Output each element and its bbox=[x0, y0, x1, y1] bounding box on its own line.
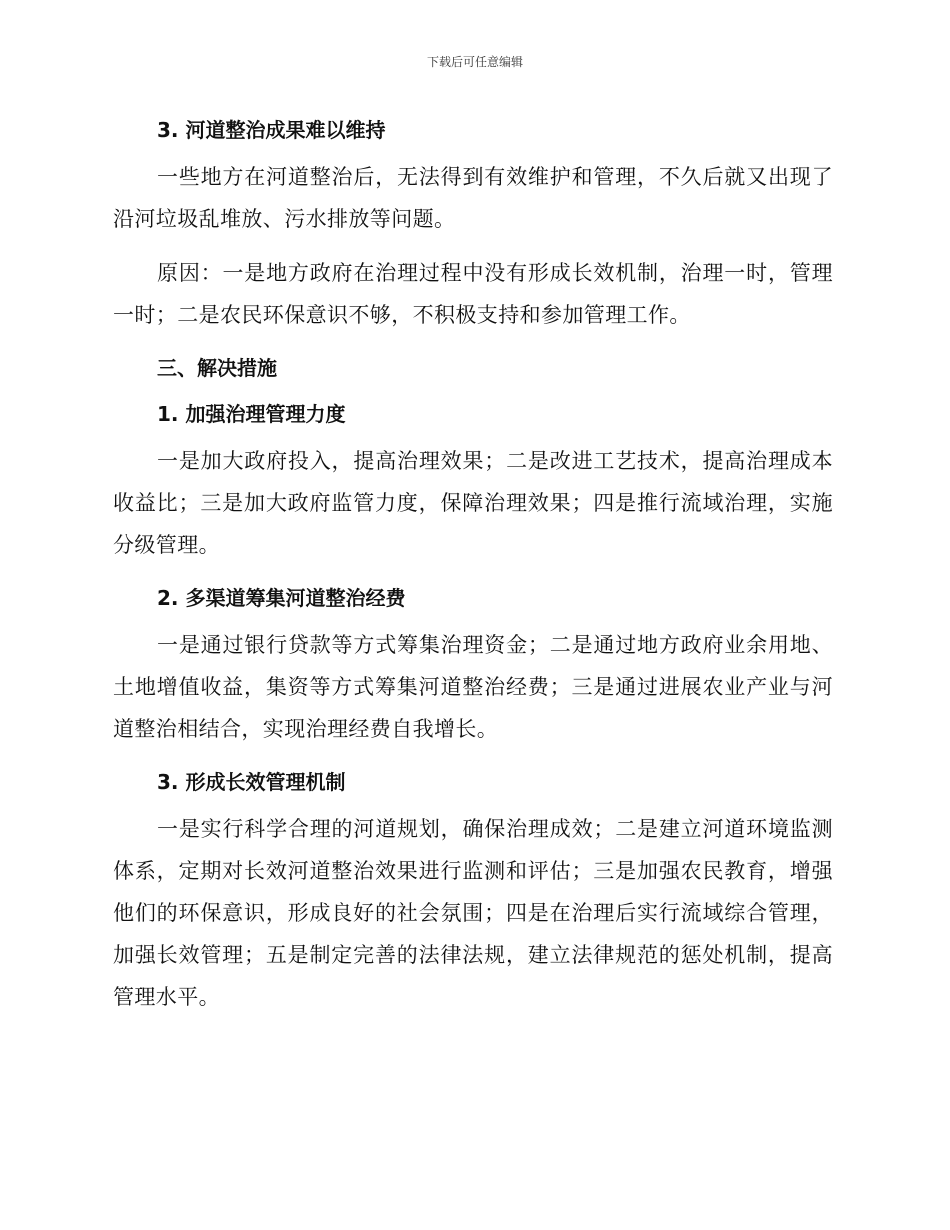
paragraph-strengthen-management: 一是加大政府投入，提高治理效果；二是改进工艺技术，提高治理成本收益比；三是加大政府监管力度，保障治理效果；四是推行流域治理，实施分级管理。 bbox=[113, 449, 833, 557]
section-heading-river-results: 3. 河道整治成果难以维持 bbox=[157, 118, 386, 142]
section-heading-funding: 2. 多渠道筹集河道整治经费 bbox=[157, 586, 406, 610]
page-header: 下载后可任意编辑 bbox=[426, 55, 523, 69]
paragraph-funding: 一是通过银行贷款等方式筹集治理资金；二是通过地方政府业余用地、土地增值收益，集资等方式筹集河道整治经费；三是通过进展农业产业与河道整治相结合，实现治理经费自我增长。 bbox=[113, 633, 833, 741]
paragraph-river-results-reasons: 原因：一是地方政府在治理过程中没有形成长效机制，治理一时，管理一时；二是农民环保意识不够，不积极支持和参加管理工作。 bbox=[113, 261, 833, 327]
paragraph-river-results-problem: 一些地方在河道整治后，无法得到有效维护和管理，不久后就又出现了沿河垃圾乱堆放、污水排放等问题。 bbox=[113, 165, 833, 231]
section-heading-long-term-mechanism: 3. 形成长效管理机制 bbox=[157, 770, 346, 794]
section-heading-solutions: 三、解决措施 bbox=[157, 356, 277, 380]
document-body bbox=[113, 110, 833, 1018]
paragraph-long-term-mechanism: 一是实行科学合理的河道规划，确保治理成效；二是建立河道环境监测体系，定期对长效河道整治效果进行监测和评估；三是加强农民教育，增强他们的环保意识，形成良好的社会氛围；四是在治理后实行流域综合管理，加强长效管理；五是制定完善的法律法规，建立法律规范的惩处机制，提高管理水平。 bbox=[113, 817, 833, 1009]
section-heading-strengthen-management: 1. 加强治理管理力度 bbox=[157, 402, 346, 426]
